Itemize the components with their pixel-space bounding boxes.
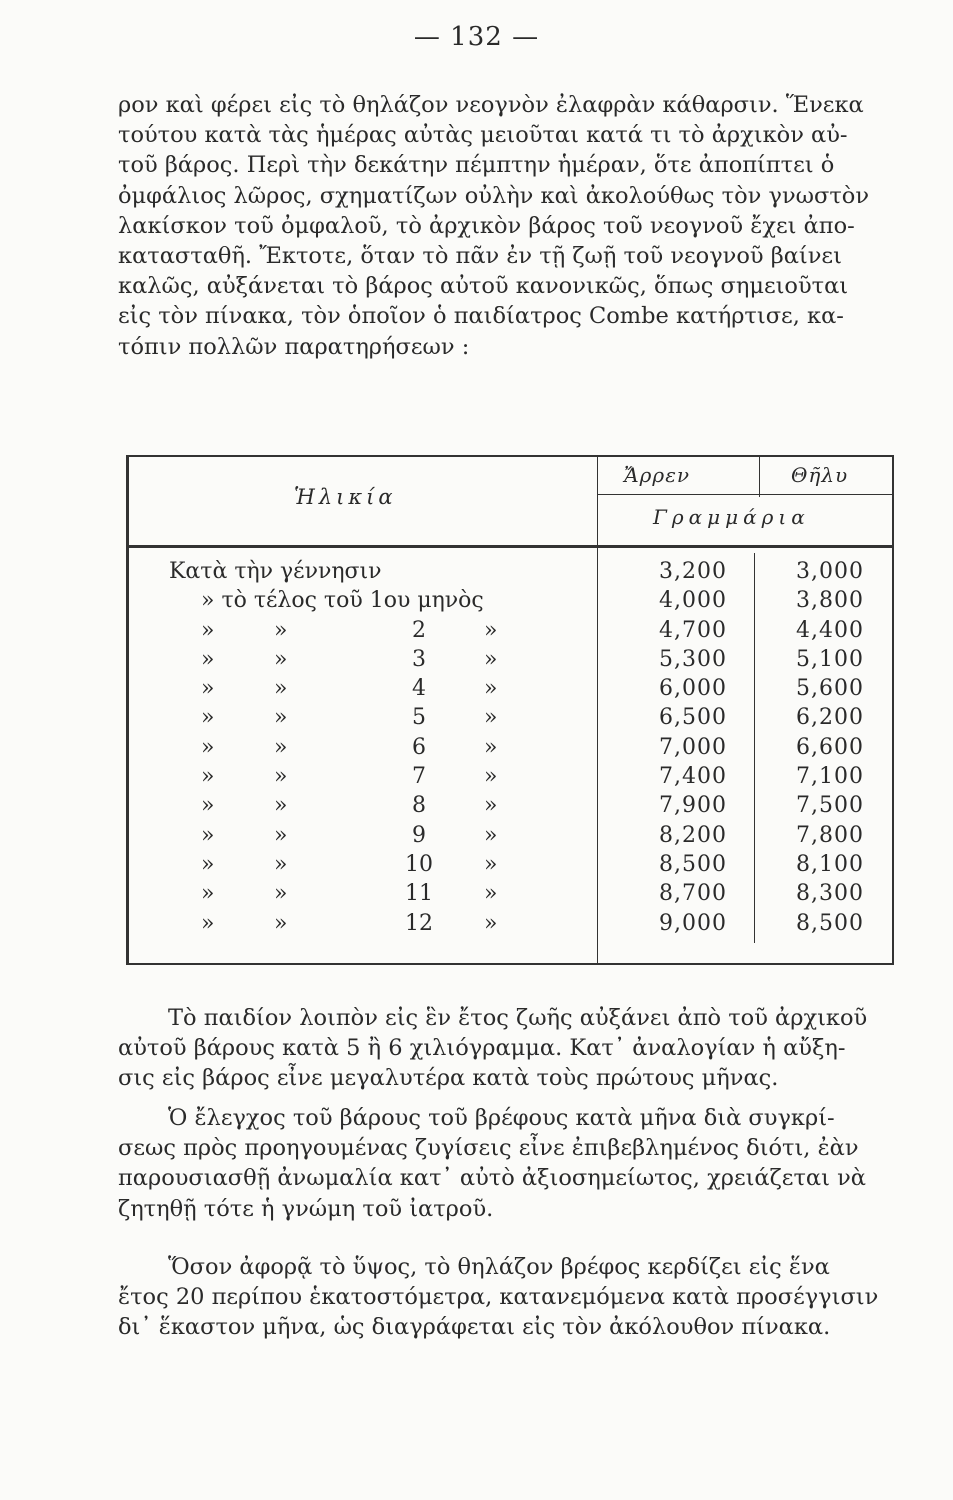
text-line: ἔτος 20 περίπου ἑκατοστόμετρα, κατανεμόμενα κατὰ προσέγγισιν — [118, 1284, 879, 1311]
text-line: δι᾿ ἕκαστον μῆνα, ὡς διαγράφεται εἰς τὸν ἀκόλουθον πίνακα. — [118, 1314, 831, 1341]
month-number: 12 — [405, 910, 433, 936]
intro-paragraph — [118, 90, 908, 362]
female-weight: 7,500 — [796, 793, 864, 819]
ditto-mark: » — [274, 793, 288, 819]
table-row — [129, 705, 892, 734]
text-line: σις εἰς βάρος εἶνε μεγαλυτέρα κατὰ τοὺς πρώτους μῆνας. — [118, 1065, 779, 1092]
table-row — [129, 823, 892, 852]
text-line: Ὁ ἔλεγχος τοῦ βάρους τοῦ βρέφους κατὰ μῆνα διὰ συγκρί- — [168, 1105, 835, 1131]
ditto-mark: » — [274, 705, 288, 731]
month-number: 9 — [412, 822, 426, 848]
text-line: καλῶς, αὐξάνεται τὸ βάρος αὐτοῦ κανονικῶς, ὅπως σημειοῦται — [118, 273, 849, 300]
female-weight: 5,100 — [796, 646, 864, 672]
female-weight: 7,100 — [796, 764, 864, 790]
male-weight: 3,200 — [659, 559, 727, 584]
table-row — [129, 559, 892, 588]
ditto-mark: » — [484, 646, 498, 672]
table-row — [129, 852, 892, 881]
ditto-mark: » — [274, 881, 288, 907]
text-line: λακίσκον τοῦ ὀμφαλοῦ, τὸ ἀρχικὸν βάρος τοῦ νεογνοῦ ἔχει ἀπο- — [118, 212, 855, 239]
male-weight: 8,700 — [659, 881, 727, 907]
ditto-mark: » — [484, 910, 498, 936]
male-weight: 9,000 — [659, 910, 727, 936]
text-line: σεως πρὸς προηγουμένας ζυγίσεις εἶνε ἐπιβεβλημένος διότι, ἐὰν — [118, 1135, 859, 1162]
ditto-mark: » — [201, 881, 215, 907]
table-row — [129, 588, 892, 617]
text-line: Ὅσον ἀφορᾷ τὸ ὕψος, τὸ θηλάζον βρέφος κερδίζει εἰς ἕνα — [168, 1254, 830, 1280]
paragraph-height — [118, 1252, 908, 1343]
month-number: 10 — [405, 851, 433, 877]
male-weight: 4,000 — [659, 588, 727, 614]
female-weight: 6,200 — [796, 705, 864, 731]
text-line: Τὸ παιδίον λοιπὸν εἰς ἓν ἔτος ζωῆς αὐξάνει ἀπὸ τοῦ ἀρχικοῦ — [168, 1005, 868, 1031]
ditto-mark: » — [274, 851, 288, 877]
ditto-mark: » — [274, 617, 288, 643]
table-row — [129, 647, 892, 676]
ditto-mark: » — [201, 734, 215, 760]
column-divider — [759, 457, 760, 497]
table-body — [129, 559, 892, 940]
month-number: 5 — [412, 705, 426, 731]
table-row — [129, 618, 892, 647]
table-row — [129, 881, 892, 910]
month-number: 7 — [412, 764, 426, 790]
month-number: 6 — [412, 734, 426, 760]
ditto-mark: » — [484, 851, 498, 877]
ditto-mark: » — [274, 910, 288, 936]
text-line: τούτου κατὰ τὰς ἡμέρας αὐτὰς μειοῦται κατά τι τὸ ἀρχικὸν αὐ- — [118, 122, 848, 149]
female-weight: 3,000 — [796, 559, 864, 584]
table-row — [129, 676, 892, 705]
table-row — [129, 735, 892, 764]
ditto-mark: » — [201, 705, 215, 731]
ditto-mark: » — [274, 822, 288, 848]
month-number: 2 — [412, 617, 426, 643]
month-number: 4 — [412, 676, 426, 702]
header-age: Ἡλικία — [294, 485, 397, 509]
text-line: παρουσιασθῇ ἀνωμαλία κατ᾿ αὐτὸ ἀξιοσημείωτος, χρειάζεται νὰ — [118, 1165, 866, 1192]
text-line: ὀμφάλιος λῶρος, σχηματίζων οὐλὴν καὶ ἀκολούθως τὸν γνωστὸν — [118, 182, 870, 209]
text-line: ζητηθῇ τότε ἡ γνώμη τοῦ ἰατροῦ. — [118, 1195, 494, 1222]
weight-table — [126, 455, 894, 965]
ditto-mark: » — [484, 734, 498, 760]
ditto-mark: » — [201, 851, 215, 877]
male-weight: 4,700 — [659, 617, 727, 643]
ditto-mark: » — [484, 676, 498, 702]
text-line: εἰς τὸν πίνακα, τὸν ὁποῖον ὁ παιδίατρος Combe κατήρτισε, κα- — [118, 303, 844, 330]
male-weight: 6,000 — [659, 676, 727, 702]
text-line: αὐτοῦ βάρους κατὰ 5 ἢ 6 χιλιόγραμμα. Κατ᾿ ἀναλογίαν ἡ αὔξη- — [118, 1035, 846, 1062]
table-row — [129, 764, 892, 793]
month-number: 8 — [412, 793, 426, 819]
ditto-mark: » — [201, 793, 215, 819]
male-weight: 8,500 — [659, 851, 727, 877]
age-cell: » τὸ τέλος τοῦ 1ου μηνὸς — [201, 588, 484, 614]
paragraph-annual-gain — [118, 1003, 908, 1094]
ditto-mark: » — [201, 764, 215, 790]
female-weight: 8,500 — [796, 910, 864, 936]
ditto-mark: » — [201, 617, 215, 643]
text-line: κατασταθῆ. Ἔκτοτε, ὅταν τὸ πᾶν ἐν τῇ ζωῇ τοῦ νεογνοῦ βαίνει — [118, 243, 842, 270]
ditto-mark: » — [201, 676, 215, 702]
ditto-mark: » — [484, 881, 498, 907]
ditto-mark: » — [484, 705, 498, 731]
male-weight: 7,000 — [659, 734, 727, 760]
header-unit: Γραμμάρια — [653, 505, 810, 529]
ditto-mark: » — [274, 676, 288, 702]
month-number: 11 — [405, 881, 433, 907]
ditto-mark: » — [201, 822, 215, 848]
female-weight: 4,400 — [796, 617, 864, 643]
header-subdivider — [597, 494, 892, 495]
paragraph-weight-check — [118, 1103, 908, 1224]
ditto-mark: » — [484, 764, 498, 790]
female-weight: 8,300 — [796, 881, 864, 907]
ditto-mark: » — [201, 910, 215, 936]
female-weight: 5,600 — [796, 676, 864, 702]
male-weight: 5,300 — [659, 646, 727, 672]
header-male: Ἄρρεν — [624, 463, 691, 487]
female-weight: 3,800 — [796, 588, 864, 614]
male-weight: 8,200 — [659, 822, 727, 848]
header-rule — [129, 545, 892, 548]
text-line: τοῦ βάρος. Περὶ τὴν δεκάτην πέμπτην ἡμέραν, ὅτε ἀποπίπτει ὁ — [118, 152, 835, 179]
age-cell: Κατὰ τὴν γέννησιν — [169, 559, 382, 584]
page-number: — 132 — — [413, 22, 540, 52]
male-weight: 7,900 — [659, 793, 727, 819]
female-weight: 8,100 — [796, 851, 864, 877]
ditto-mark: » — [484, 793, 498, 819]
ditto-mark: » — [274, 764, 288, 790]
table-row — [129, 911, 892, 940]
male-weight: 7,400 — [659, 764, 727, 790]
ditto-mark: » — [274, 734, 288, 760]
month-number: 3 — [412, 646, 426, 672]
ditto-mark: » — [484, 822, 498, 848]
ditto-mark: » — [274, 646, 288, 672]
header-female: Θῆλυ — [791, 463, 849, 487]
male-weight: 6,500 — [659, 705, 727, 731]
table-row — [129, 793, 892, 822]
text-line: ρον καὶ φέρει εἰς τὸ θηλάζον νεογνὸν ἐλαφρὰν κάθαρσιν. Ἕνεκα — [118, 92, 864, 118]
ditto-mark: » — [201, 646, 215, 672]
ditto-mark: » — [484, 617, 498, 643]
female-weight: 7,800 — [796, 822, 864, 848]
text-line: τόπιν πολλῶν παρατηρήσεων : — [118, 333, 470, 360]
female-weight: 6,600 — [796, 734, 864, 760]
